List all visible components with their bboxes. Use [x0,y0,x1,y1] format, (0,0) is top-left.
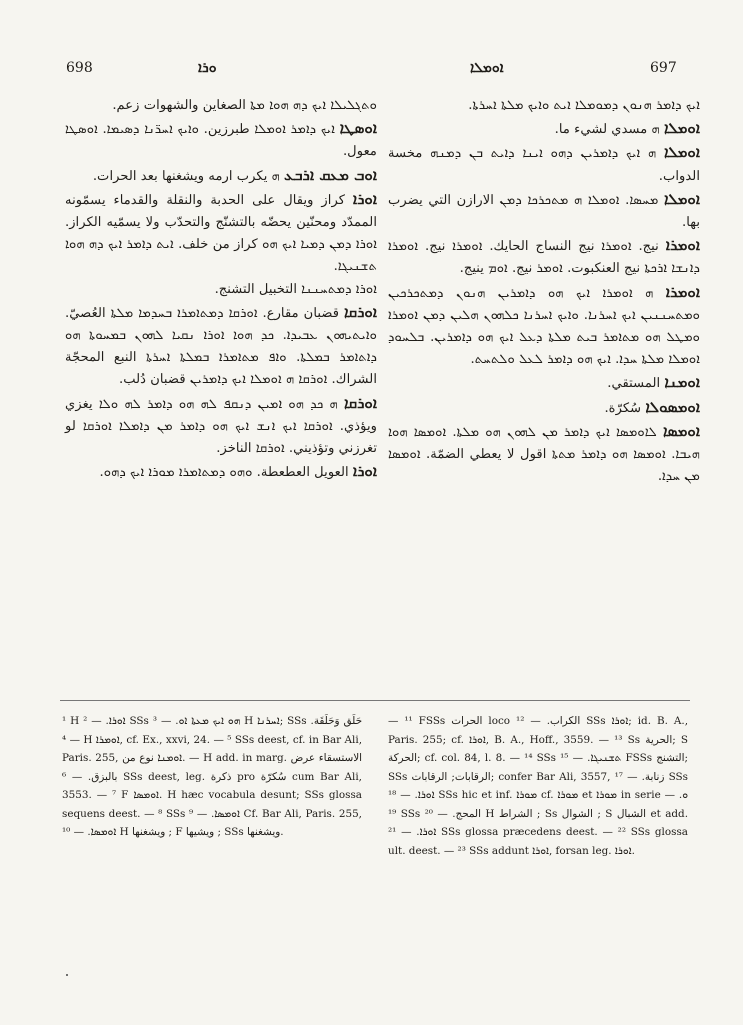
dictionary-entry [65,95,377,117]
dictionary-entry [388,117,700,141]
dictionary-entry [388,396,700,420]
entry-lemma: ܐܘܣܛܐ [339,119,377,138]
entry-lemma: ܐܘܡܪܐ [665,236,700,255]
entry-text: قضبان مقارع. ܐܘܪܩܐ ܕܡܬܐܡܪܐ ܒܚܕܡܐ ܡܠܬܐ العُصيّ. ܘܐܝܬܝܗܘܢ ܥܒܝܕܐ. ܟܕ ܗܘܐ ܐܘܪܐ ܢܩܝܐ ܠܗܘܢ ܒܡܚܘܬܐ ܗܘ ܕܐܬܐܡܪ ܒܡܠܬܐ. ܘܐܦ ܡܬܐܡܪܐ ܒܡܠܬܐ ܐܚܪܬܐ النبع المحجّة الشراك. ܐܘܪܩܐ ܗ ܐܘܡܠܐ ܐܝܟ ܕܐܡܪܝܢ قضبان دُلب. [65,305,377,388]
entry-text: ܘܬܓܠܝܠܐ ܐܝܟ ܕܗ ܗܘܐ ܡܬܐ الصغاين والشهوات زعم. [112,98,377,113]
entry-text: ܗ يكرب ارمه ويشغنها بعد الحرات. [92,168,280,184]
entry-lemma: ܐܘܡܪܐ [665,282,700,301]
dictionary-entry [65,117,377,163]
entry-lemma: ܐܘܡܠܐ [664,119,700,138]
dictionary-entry [388,188,700,234]
entry-lemma: ܐܘܡܠܐ [664,189,700,208]
entry-lemma: ܐܘܡܣܘܠܐ [645,397,700,416]
entry-lemma: ܐܘܪܐ [352,189,377,208]
entry-text: ܗ مسدي لشيء ما. [554,122,660,138]
header-left-running-head: ܘܪܐ [198,60,217,76]
footnotes-left [62,712,362,842]
footnotes-right-text: — ¹¹ FSSs الحرات loco الكراب. — ¹² SSs ܐܘܪܐ; id. B. A., Paris. 255; cf. ܐܘܪܐ, B. A., Hoff., 3559. — ¹³ Ss الحرية; S الحركة; cf. col. 84, l. 8. — ¹⁴ SSs ܬܫܢܝܓܐ. — ¹⁵ FSSs التشنج; SSs الرقابات; الرقابات; confer Bar Ali, 3557, زنابة. — ¹⁷ SSs ܐܘܪܐ. — ¹⁸ SSs hic et inf. ܡܘܪܐ cf. ܡܘܪܐ et ܡܘܪܐ in serie ܘ. — ¹⁹ SSs المحج. — ²⁰ H الشراط ; Ss الشوال ; S الشبال et add. ܐܘܪܐ. — ²¹ SSs glossa præcedens deest. — ²² SSs glossa ult. deest. — ²³ SSs addunt ܐܘܪܐ, forsan leg. ܐܘܪܐ. [388,715,689,857]
header-left-page-number: 698 [66,60,93,76]
dictionary-entry [388,281,700,372]
entry-lemma: ܐܘܡܠܐ [664,143,700,162]
entry-lemma: ܐܘܡܣܐ [663,421,700,440]
entry-lemma: ܐܘܪܩܐ [344,302,377,321]
margin-dot [66,974,68,976]
entry-lemma: ܐܘܡܢܐ [664,373,700,392]
entry-text: ܐܝܟ ܕܐܡܪ ܐܘܡܠܐ طبرزين. ܘܐܝܟ ܐܚܪ̈ܢܐ ܕܣܝܡܐ. ܐܘܣܛܐ معول. [65,122,377,160]
entry-lemma: ܐܘܪܐ [352,462,377,481]
dictionary-entry [388,95,700,117]
entry-lemma: ܐܘܒ ܡܥܩ ܐܪܒܥ [284,165,377,184]
dictionary-entry [388,141,700,187]
dictionary-entry [65,279,377,301]
entry-text: ܡܚܣܐ. ܐܘܡܠܐ ܗ ܡܬܟܪܟܐ ܕܡܢ الارازن التي يضرب بها. [388,192,700,231]
dictionary-entry [65,188,377,279]
entry-text: ܐܝܟ ܕܐܡܪ ܗܢܘܢ ܕܡܘܡܠܐ ܐܝܬ ܘܐܝܟ ܡܠܬܐ ܐܚܪܬܐ. [468,98,700,113]
entry-text: ܗ ܐܝܟ ܕܐܡܪܝܢ ܕܗܘ ܐܝܢܐ ܕܐܝܬ ܒܢ ܕܡܢܗ مخسة الدواب. [388,146,700,184]
entry-text: العويل العطعطة. ܘܗܘ ܕܡܬܐܡܪܐ ܡܘܪܐ ܐܝܟ ܕܗܘ. [99,465,349,481]
left-column [65,95,377,484]
entry-text: المستقي. [607,376,661,392]
dictionary-entry [65,392,377,461]
entry-text: سُكرّة. [604,400,642,416]
right-column [388,95,700,488]
dictionary-entry [388,371,700,395]
header-right-running-head: ܐܘܡܠܐ [470,60,504,76]
dictionary-entry [65,460,377,484]
dictionary-entry [388,420,700,489]
header-right-page-number: 697 [650,60,677,76]
dictionary-entry [388,234,700,280]
footnotes-right [388,712,688,860]
entry-text: ܗ ܐܘܡܪܐ ܐܝܟ ܗܘ ܕܐܡܪܝܢ ܗܢܘܢ ܕܡܬܟܪܟܝܢ ܘܡܬܚܢܢܝܢ ܐܝܟ ܐܚܪܢܐ. ܘܐܝܟ ܐܚܪܢܐ ܟܠܗܘܢ ܗܠܝܢ ܕܡܢ ܐܘܡܪܐ ܘܡܛܠ ܗܘ ܡܬܐܡܪ ܒܝܬ ܡܠܬܐ ܕܥܠ ܐܝܟ ܗܘ ܕܐܡܪܝܢ. ܒܠܚܘܕ ܐܘܡܠܐ ܡܠܬܐ ܚܕܐ. ܐܝܟ ܗܘ ܕܐܡܪ ܠܥܠ ܘܠܬܚܬ. [388,285,700,368]
entry-text: كراز ويقال على الحدبة والنقلة والقدماء يسمّونه الممدّد ومحنّين يحضّه بالتشنّج والتحدّب ولا يسمّيه الكراز. ܐܘܪܐ ܕܡܢ ܕܡܝܐ ܐܝܟ ܗܘ كراز من خلف. ܐܝܬ ܕܐܡܪ ܐܝܟ ܕܗ ܗܘܐ ܬܫܢܝܓܐ. [65,192,377,275]
dictionary-entry [65,164,377,188]
entry-text: نيج. ܐܘܡܪܐ نيج النساج الحايك. ܐܘܡܪܐ نيج. ܐܘܡܪܐ ܕܐܢܫܐ ܐܪܟܬܐ نيج العنكبوت. ܐܘܡܪ نيج. ܐܘܡ ينيج. [388,239,700,277]
dictionary-entry [65,301,377,392]
entry-text: ܗ ܟܕ ܗܘ ܐܡܝܢ ܕܢܩܦ ܠܗ ܗܘ ܕܐܡܪ ܠܗ ܘܠܐ يغزي ويؤذي. ܐܘܪܩܐ ܐܝܟ ܐܢܫ ܐܝܟ ܗܘ ܕܐܡܪ ܡܢ ܕܐܡܠܐ ܐܘܪܩܐ لو تغرزني وتؤذيني. ܐܘܪܩܐ الناخز. [65,396,377,457]
entry-lemma: ܐܘܪܩܐ [344,393,377,412]
entry-text: ܐܘܪܐ ܕܡܬܚܢܢܐ التخبيل التشنج. [214,281,377,297]
footnotes-left-text: ¹ H ܐܘܪܐ. — ² SSs ܗܘ ܐܝܟ ܡܥܬܐ ܐܘ. — ³ H ܐܚܪܢܐ; SSs حَلَق وَحَلَقَة. — ⁴ H ܐܘܡܪܐ, cf. Ex., xxvi, 24. — ⁵ SSs deest, cf. in Bar Ali, Paris. 255, ܐܘܡܢܐ نوع من. — H add. in marg. الاستسقاء عرض بالبزق. — ⁶ SSs deest, leg. ذكرة pro سُكرّة cum Bar Ali, 3553. — ⁷ F ܐܘܡܣܐ. H hæc vocabula desunt; SSs glossa sequens deest. — ⁸ SSs ܐܘܡܣܐ. — ⁹ Cf. Bar Ali, Paris. 255, ܐܘܡܣܐ. — ¹⁰ H ويشغنها ; F ويشيها ; SSs ويشغنها. [62,715,363,838]
entry-text: ܠܐܘܡܣܐ ܐܝܟ ܕܐܡܪ ܡܢ ܠܗܘܢ ܗܘ ܡܠܬܐ. ܐܘܡܣܐ ܗܘܐ ܗܝܒܐ. ܐܘܡܣܐ ܗܘ ܕܐܡܪ ܡܬܬܐ اقول لا يعطي الضمّة. ܐܘܡܣܐ ܡܢ ܚܕܐ. [388,424,700,485]
footnote-rule [60,700,690,701]
